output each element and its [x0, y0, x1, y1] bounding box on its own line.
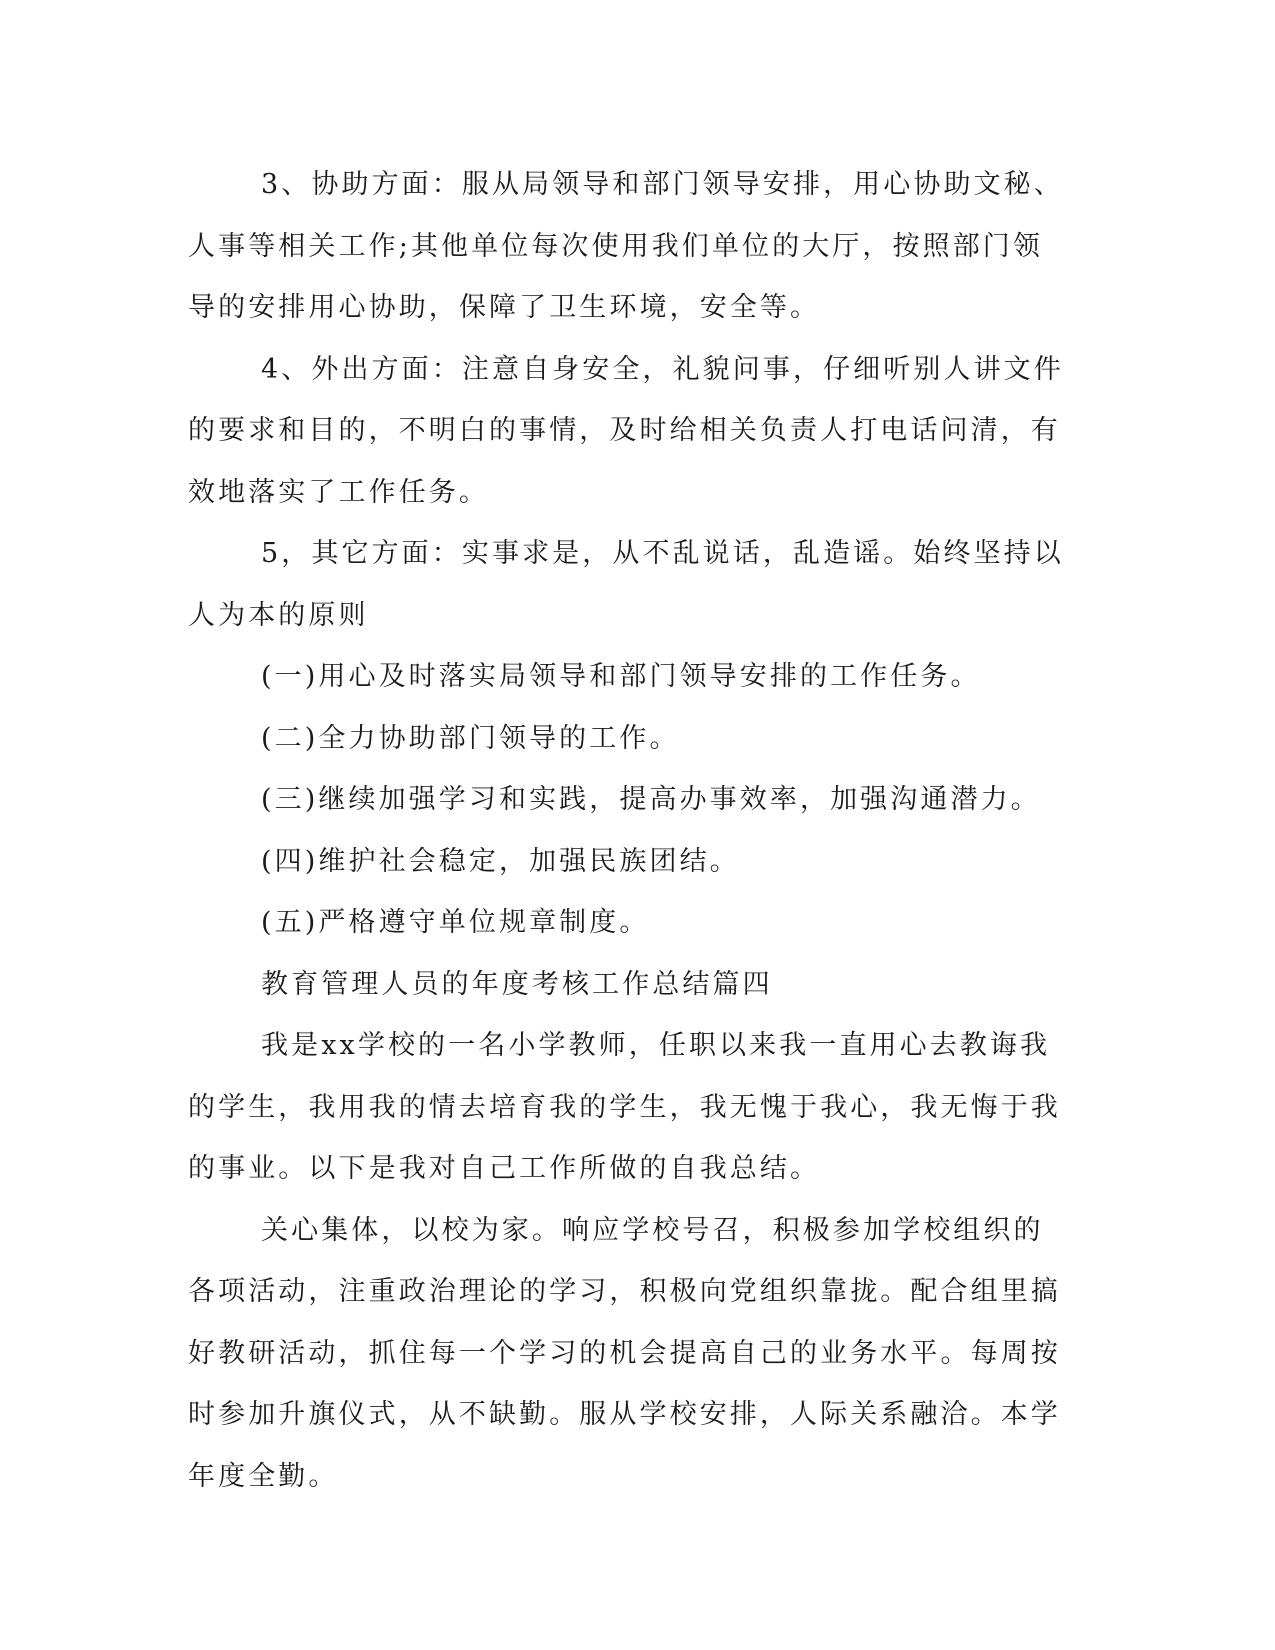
- paragraph-collective: 关心集体，以校为家。响应学校号召，积极参加学校组织的各项活动，注重政治理论的学习，积极向党组织靠拢。配合组里搞好教研活动，抓住每一个学习的机会提高自己的业务水平。每周按时参加升旗仪式，从不缺勤。服从学校安排，人际关系融洽。本学年度全勤。: [188, 1214, 1061, 1492]
- list-item-5: (五)严格遵守单位规章制度。: [261, 907, 650, 938]
- section-heading: 教育管理人员的年度考核工作总结篇四: [261, 968, 773, 1000]
- paragraph-introduction: 我是xx学校的一名小学教师，任职以来我一直用心去教诲我的学生，我用我的情去培育我的学生，我无愧于我心，我无悔于我的事业。以下是我对自己工作所做的自我总结。: [188, 1030, 1061, 1184]
- list-item-3: (三)继续加强学习和实践，提高办事效率，加强沟通潜力。: [261, 784, 1041, 815]
- list-item-1: (一)用心及时落实局领导和部门领导安排的工作任务。: [261, 661, 981, 692]
- paragraph-other-aspects: 5，其它方面：实事求是，从不乱说话，乱造谣。始终坚持以人为本的原则: [188, 538, 1064, 631]
- paragraph-outings: 4、外出方面：注意自身安全，礼貌问事，仔细听别人讲文件的要求和目的，不明白的事情，及时给相关负责人打电话问清，有效地落实了工作任务。: [188, 353, 1064, 508]
- paragraph-assistance: 3、协助方面：服从局领导和部门领导安排，用心协助文秘、人事等相关工作;其他单位每次使用我们单位的大厅，按照部门领导的安排用心协助，保障了卫生环境，安全等。: [188, 169, 1064, 323]
- list-item-4: (四)维护社会稳定，加强民族团结。: [261, 845, 740, 877]
- document-body: [188, 154, 1068, 1507]
- list-item-2: (二)全力协助部门领导的工作。: [261, 722, 680, 754]
